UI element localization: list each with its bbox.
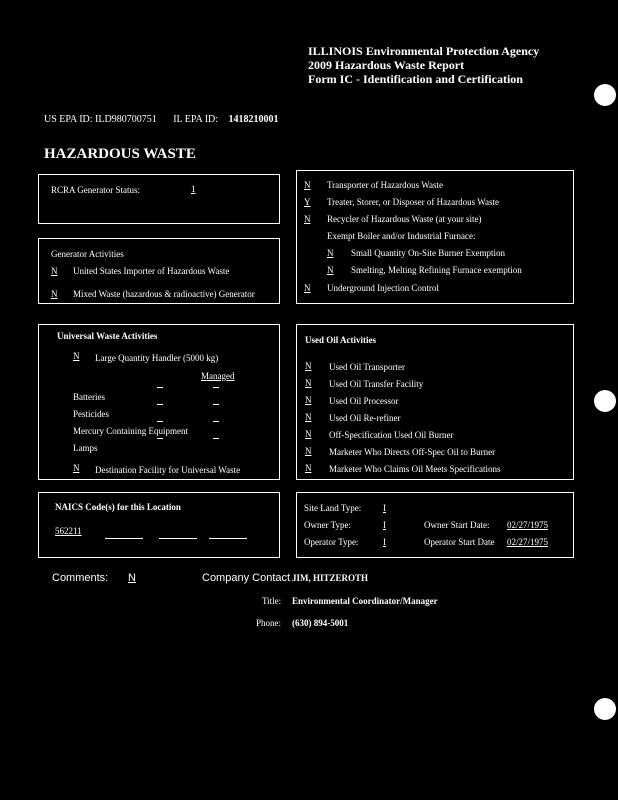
land-type-box: [296, 492, 574, 558]
operator-start-label: Operator Start Date: [424, 537, 495, 547]
used-oil-title: Used Oil Activities: [305, 335, 376, 345]
exempt-label: Exempt Boiler and/or Industrial Furnace:: [327, 231, 476, 241]
owner-start-label: Owner Start Date:: [424, 520, 490, 530]
rcra-value: 1: [191, 184, 196, 194]
binder-hole-top: [594, 84, 616, 106]
used-oil-label: Off-Specification Used Oil Burner: [329, 430, 454, 440]
universal-item: Pesticides: [73, 409, 109, 419]
exempt-flag: N: [327, 265, 334, 275]
us-epa-id-value: ILD980700751: [95, 114, 157, 125]
comments-value: N: [128, 572, 136, 584]
generator-title: Generator Activities: [51, 249, 124, 259]
exempt-item-label: Small Quantity On-Site Burner Exemption: [351, 248, 505, 258]
generator-activities-box: [38, 238, 280, 304]
site-land-label: Site Land Type:: [304, 503, 362, 513]
hw-activity-flag: Y: [304, 197, 311, 207]
title-value: Environmental Coordinator/Manager: [292, 596, 438, 606]
universal-item: Mercury Containing Equipment: [73, 426, 188, 436]
il-epa-id-value: 1418210001: [228, 114, 279, 125]
exempt-flag: N: [327, 248, 334, 258]
naics-code: 562211: [55, 526, 82, 536]
generator-label: Mixed Waste (hazardous & radioactive) Generator: [73, 289, 255, 299]
used-oil-flag: N: [305, 446, 312, 456]
company-contact-value: JIM, HITZEROTH: [292, 573, 369, 583]
underground-label: Underground Injection Control: [327, 283, 439, 293]
comments-label: Comments:: [52, 572, 109, 584]
hw-activities-box: [296, 170, 574, 304]
binder-hole-middle: [594, 390, 616, 412]
used-oil-flag: N: [305, 463, 312, 473]
agency-title: ILLINOIS Environmental Protection Agency: [308, 44, 540, 58]
us-epa-id-label: US EPA ID:: [44, 114, 93, 125]
universal-item: Batteries: [73, 392, 105, 402]
operator-type-value: I: [383, 537, 386, 547]
company-contact-label: Company Contact :: [202, 572, 297, 584]
owner-start-value: 02/27/1975: [507, 520, 549, 530]
used-oil-label: Marketer Who Directs Off-Spec Oil to Burner: [329, 447, 496, 457]
phone-value: (630) 894-5001: [292, 618, 349, 628]
destination-flag: N: [73, 463, 80, 473]
hw-activity-label: Transporter of Hazardous Waste: [327, 180, 443, 190]
used-oil-label: Used Oil Transfer Facility: [329, 379, 424, 389]
phone-label: Phone:: [256, 618, 282, 628]
used-oil-label: Used Oil Re-refiner: [329, 413, 401, 423]
used-oil-label: Used Oil Transporter: [329, 362, 405, 372]
managed-label: Managed: [201, 371, 235, 381]
large-qty-flag: N: [73, 351, 80, 361]
universal-title: Universal Waste Activities: [57, 331, 158, 341]
owner-type-label: Owner Type:: [304, 520, 351, 530]
title-label: Title:: [262, 596, 282, 606]
underground-flag: N: [304, 283, 311, 293]
used-oil-label: Marketer Who Claims Oil Meets Specifications: [329, 464, 501, 474]
destination-label: Destination Facility for Universal Waste: [95, 465, 241, 475]
epa-ids: [44, 114, 279, 125]
hw-activity-label: Treater, Storer, or Disposer of Hazardous Waste: [327, 197, 500, 207]
used-oil-flag: N: [305, 412, 312, 422]
used-oil-flag: N: [305, 395, 312, 405]
universal-item: Lamps: [73, 443, 98, 453]
form-title: Form IC - Identification and Certification: [308, 72, 523, 86]
section-title: HAZARDOUS WASTE: [44, 146, 196, 162]
site-land-value: I: [383, 503, 386, 513]
hw-activity-flag: N: [304, 214, 311, 224]
operator-type-label: Operator Type:: [304, 537, 359, 547]
used-oil-flag: N: [305, 361, 312, 371]
exempt-item-label: Smelting, Melting Refining Furnace exemption: [351, 265, 522, 275]
used-oil-flag: N: [305, 378, 312, 388]
hw-activity-label: Recycler of Hazardous Waste (at your site): [327, 214, 482, 224]
hw-activity-flag: N: [304, 180, 311, 190]
report-title: 2009 Hazardous Waste Report: [308, 58, 465, 72]
binder-hole-bottom: [594, 698, 616, 720]
generator-flag: N: [51, 289, 58, 299]
large-qty-label: Large Quantity Handler (5000 kg): [95, 353, 219, 363]
used-oil-flag: N: [305, 429, 312, 439]
owner-type-value: I: [383, 520, 386, 530]
rcra-box: [38, 174, 280, 224]
universal-waste-box: [38, 324, 280, 480]
used-oil-box: [296, 324, 574, 480]
rcra-label: RCRA Generator Status:: [51, 185, 140, 195]
operator-start-value: 02/27/1975: [507, 537, 549, 547]
naics-title: NAICS Code(s) for this Location: [55, 502, 181, 512]
naics-box: [38, 492, 280, 558]
used-oil-label: Used Oil Processor: [329, 396, 399, 406]
il-epa-id-label: IL EPA ID:: [173, 114, 219, 125]
generator-label: United States Importer of Hazardous Waste: [73, 266, 230, 276]
generator-flag: N: [51, 266, 58, 276]
